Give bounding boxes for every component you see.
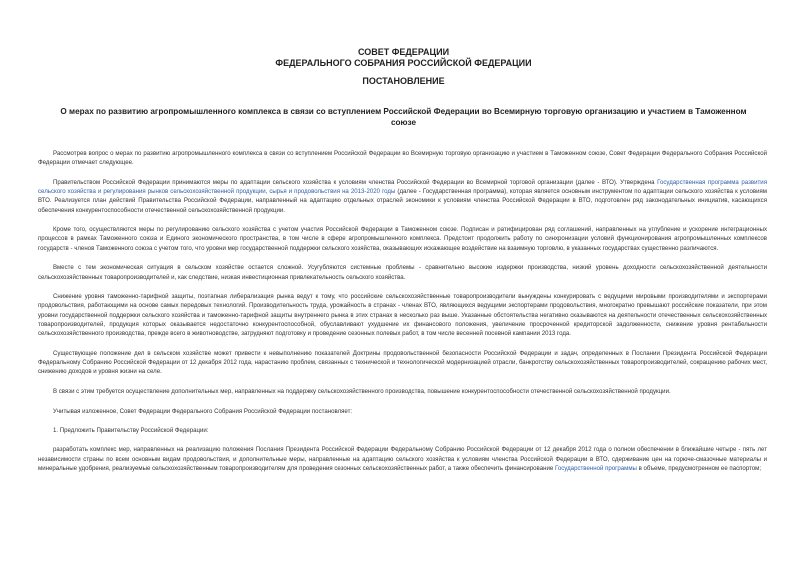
- paragraph-2-text-a: Правительством Российской Федерации принимаются меры по адаптации сельского хозяйства к условиям членства Российской Федерации во Всемирной торговой организации (далее - ВТО). Утверждена: [53, 178, 658, 186]
- state-program-link-2[interactable]: Государственной программы: [554, 464, 637, 472]
- paragraph-1: Рассмотрев вопрос о мерах по развитию агропромышленного комплекса в связи со вступлением Российской Федерации во Всемирную торговую организацию и участием в Таможенном союзе, Совет Федерации Федерального Собрания Российской Федерации отмечает следующее.: [38, 150, 767, 167]
- paragraph-7: В связи с этим требуется осуществление дополнительных мер, направленных на поддержку сельскохозяйственного производства, повышение конкурентоспособности отечественной сельскохозяйственной продукции.: [53, 387, 671, 395]
- paragraph-5: Снижение уровня таможенно-тарифной защиты, поэтапная либерализация рынка ведут к тому, что российские сельскохозяйственные товаропроизводители вынуждены конкурировать с ведущими мировыми производителями и экспортерами продовольствия, работающими на основе самых передовых технологий. Производительность труда, урожайность в странах - членах ВТО, являющихся ведущими экспортерами продовольствия, многократно превышают российские показатели, при этом уровни государственной поддержки сельского хозяйства и таможенно-тарифной защиты внутреннего рынка в этих странах в несколько раз выше. Указанные обстоятельства негативно сказываются на деятельности отечественных сельскохозяйственных товаропроизводителей, продукция которых оказывается недостаточно конкурентоспособной, обуславливают ухудшение их финансового положения, увеличение просроченной кредиторской задолженности, снижение уровня рентабельности сельскохозяйственного производства, прежде всего в животноводстве, затрудняют подготовку и проведение сезонных полевых работ, в том числе весенней посевной кампании 2013 года.: [38, 293, 767, 338]
- org-name-line2: ФЕДЕРАЛЬНОГО СОБРАНИЯ РОССИЙСКОЙ ФЕДЕРАЦИИ: [275, 58, 532, 68]
- paragraph-4: Вместе с тем экономическая ситуация в сельском хозяйстве остается сложной. Усугубляются системные проблемы - сравнительно высокие издержки производства, низкий уровень доходности сельскохозяйственной деятельности сельскохозяйственных товаропроизводителей и, как следствие, низкая инвестиционная привлекательность сельского хозяйства.: [38, 264, 767, 281]
- paragraph-10-text-a: разработать комплекс мер, направленных на реализацию положения Послания Президента Российской Федерации Федеральному Собранию Российской Федерации от 12 декабря 2012 года о полном обеспечении в ближайшие четыре - пять лет независимости страны по всем основным видам продовольствия, и дополнительные меры, направленные на адаптацию сельского хозяйства к условиям членства Российской Федерации в ВТО, сдерживание цен на горюче-смазочные материалы и минеральные удобрения, реализуемые сельскохозяйственным товаропроизводителям для проведения сезонных сельскохозяйственных работ, а также обеспечить финансирование: [38, 446, 767, 472]
- paragraph-10-text-b: в объеме, предусмотренном ее паспортом;: [636, 464, 762, 472]
- paragraph-10: [38, 445, 767, 473]
- paragraph-6: Существующее положение дел в сельском хозяйстве может привести к невыполнению показателей Доктрины продовольственной безопасности Российской Федерации и задач, определенных в Послании Президента Российской Федерации Федеральному Собранию Российской Федерации от 12 декабря 2012 года, нарастанию проблем, связанных с технической и технологической модернизацией отрасли, банкротству сельскохозяйственных товаропроизводителей, сокращению рабочих мест, снижению доходов и уровня жизни на селе.: [38, 349, 767, 376]
- document-type: ПОСТАНОВЛЕНИЕ: [362, 76, 445, 86]
- paragraph-8: Учитывая изложенное, Совет Федерации Федерального Собрания Российской Федерации постановляет:: [53, 407, 353, 415]
- paragraph-9: 1. Предложить Правительству Российской Федерации:: [53, 427, 209, 435]
- document-subject: О мерах по развитию агропромышленного комплекса в связи со вступлением Российской Федерации во Всемирную торговую организацию и участием в Таможенном союзе: [60, 107, 747, 127]
- paragraph-2-text-b: (далее - Государственная программа), которая является основным инструментом по адаптации сельского хозяйства к условиям ВТО. Реализуется план действий Правительства Российской Федерации, направленный на адаптацию отдельных отраслей экономики к условиям членства Российской Федерации в ВТО, подготовлен ряд законодательных инициатив, касающихся обеспечения конкурентоспособности отечественной сельскохозяйственной продукции.: [38, 188, 767, 214]
- state-program-link[interactable]: Государственная программа развития сельского хозяйства и регулирования рынков сельскохозяйственной продукции, сырья и продовольствия на 2013-2020 годы: [38, 178, 767, 196]
- org-name-line1: СОВЕТ ФЕДЕРАЦИИ: [357, 47, 450, 57]
- document-body: [38, 149, 767, 484]
- paragraph-2: [38, 178, 767, 215]
- paragraph-3: Кроме того, осуществляются меры по регулированию сельского хозяйства с учетом участия Российской Федерации в Таможенном союзе. Подписан и ратифицирован ряд соглашений, направленных на углубление и ускорение интеграционных процессов в рамках Таможенного союза и Единого экономического пространства, в том числе в сфере агропромышленного комплекса. Предстоит продолжить работу по синхронизации условий функционирования агропромышленных комплексов государств - членов Таможенного союза с учетом того, что уровни мер государственной поддержки сельского хозяйства, оказывающих искажающее воздействие на взаимную торговлю, в указанных государствах существенно различаются.: [38, 226, 767, 252]
